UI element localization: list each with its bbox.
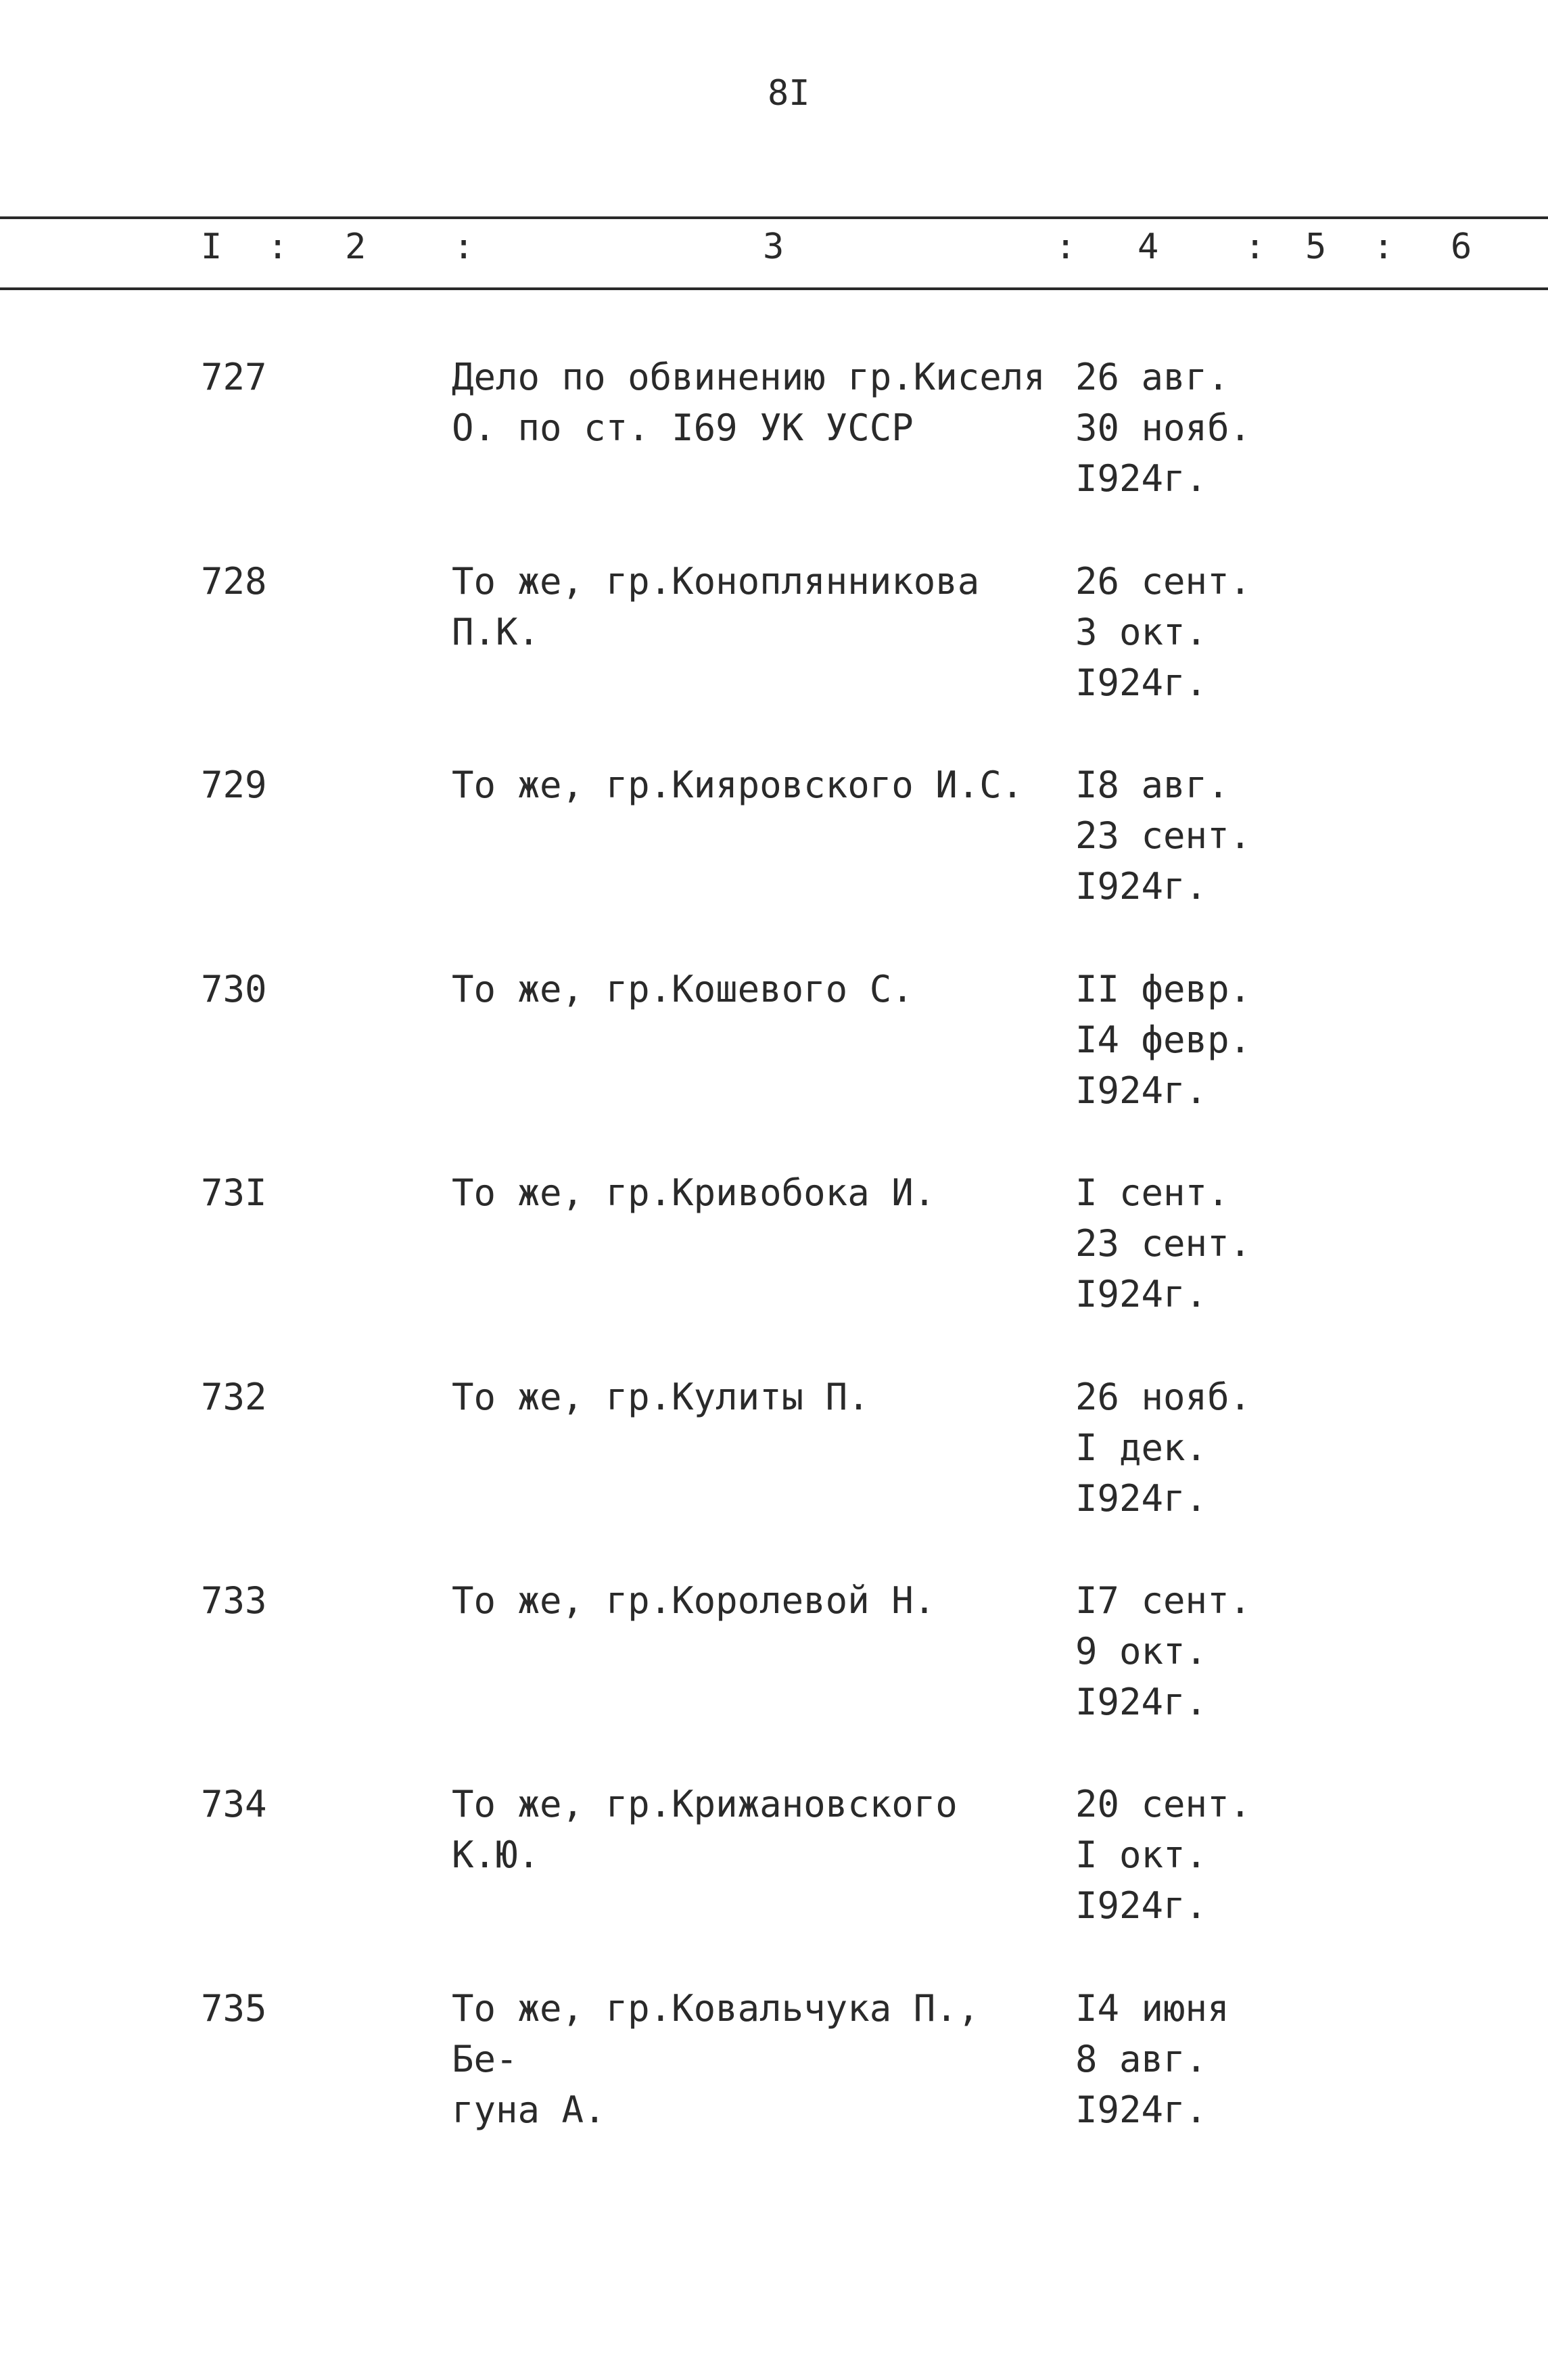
start-date: I4 июня bbox=[1075, 1987, 1229, 2030]
start-date: 26 нояб. bbox=[1075, 1376, 1252, 1418]
file-number: 728 bbox=[201, 560, 267, 603]
end-date: I дек. bbox=[1075, 1426, 1208, 1469]
year: I924г. bbox=[1075, 1681, 1208, 1723]
start-date: 26 сент. bbox=[1075, 560, 1252, 603]
year: I924г. bbox=[1075, 661, 1208, 704]
end-date: I окт. bbox=[1075, 1834, 1208, 1876]
file-title: То же, гр.Кияровского И.С. bbox=[452, 764, 1024, 806]
file-title: Дело по обвинению гр.Киселя О. по ст. I69 УК УССР bbox=[452, 356, 1046, 449]
list-item bbox=[0, 1372, 1548, 1547]
column-header-separator: : bbox=[1373, 227, 1394, 267]
file-number: 735 bbox=[201, 1987, 267, 2030]
file-number: 733 bbox=[201, 1579, 267, 1622]
end-date: 23 сент. bbox=[1075, 814, 1252, 857]
column-header-separator: : bbox=[1244, 227, 1266, 267]
list-item bbox=[0, 1575, 1548, 1751]
start-date: 26 авг. bbox=[1075, 356, 1229, 398]
year: I924г. bbox=[1075, 2089, 1208, 2131]
file-number: 727 bbox=[201, 356, 267, 398]
end-date: 23 сент. bbox=[1075, 1222, 1252, 1265]
start-date: 20 сент. bbox=[1075, 1783, 1252, 1825]
header-top-rule bbox=[0, 216, 1548, 219]
year: I924г. bbox=[1075, 457, 1208, 500]
list-item bbox=[0, 556, 1548, 732]
file-dates bbox=[1075, 1167, 1319, 1320]
file-title: То же, гр.Кулиты П. bbox=[452, 1376, 870, 1418]
end-date: I4 февр. bbox=[1075, 1019, 1252, 1061]
end-date: 8 авг. bbox=[1075, 2038, 1208, 2080]
file-number: 73I bbox=[201, 1171, 267, 1214]
file-dates bbox=[1075, 1372, 1319, 1524]
page-number: 8I bbox=[768, 73, 810, 114]
file-title: То же, гр.Крижановского К.Ю. bbox=[452, 1783, 958, 1876]
header-bottom-rule bbox=[0, 287, 1548, 290]
file-dates bbox=[1075, 1575, 1319, 1727]
start-date: I сент. bbox=[1075, 1171, 1229, 1214]
file-number: 729 bbox=[201, 764, 267, 806]
list-item bbox=[0, 1167, 1548, 1343]
file-dates bbox=[1075, 556, 1319, 708]
file-title: То же, гр.Кривобока И. bbox=[452, 1171, 936, 1214]
column-header-row bbox=[0, 223, 1548, 271]
year: I924г. bbox=[1075, 1069, 1208, 1112]
file-dates bbox=[1075, 964, 1319, 1116]
column-header-separator: : bbox=[267, 227, 289, 267]
list-item bbox=[0, 1983, 1548, 2159]
file-number: 732 bbox=[201, 1376, 267, 1418]
file-dates bbox=[1075, 1779, 1319, 1931]
list-item bbox=[0, 352, 1548, 528]
file-title: То же, гр.Королевой Н. bbox=[452, 1579, 936, 1622]
year: I924г. bbox=[1075, 1273, 1208, 1315]
start-date: II февр. bbox=[1075, 968, 1252, 1010]
file-title: То же, гр.Ковальчука П., Бе- гуна А. bbox=[452, 1987, 980, 2131]
start-date: I7 сент. bbox=[1075, 1579, 1252, 1622]
column-header-6: 6 bbox=[1451, 227, 1472, 267]
file-dates bbox=[1075, 352, 1319, 504]
column-header-2: 2 bbox=[345, 227, 367, 267]
end-date: 3 окт. bbox=[1075, 611, 1208, 653]
year: I924г. bbox=[1075, 1884, 1208, 1927]
year: I924г. bbox=[1075, 1477, 1208, 1520]
column-header-separator: : bbox=[453, 227, 475, 267]
file-title: То же, гр.Кошевого С. bbox=[452, 968, 914, 1010]
file-dates bbox=[1075, 760, 1319, 912]
file-title: То же, гр.Коноплянникова П.К. bbox=[452, 560, 980, 653]
list-item bbox=[0, 1779, 1548, 1955]
start-date: I8 авг. bbox=[1075, 764, 1229, 806]
file-number: 730 bbox=[201, 968, 267, 1010]
list-item bbox=[0, 964, 1548, 1140]
column-header-1: I bbox=[201, 227, 222, 267]
column-header-3: 3 bbox=[763, 227, 784, 267]
column-header-5: 5 bbox=[1305, 227, 1327, 267]
file-number: 734 bbox=[201, 1783, 267, 1825]
file-dates bbox=[1075, 1983, 1319, 2135]
list-item bbox=[0, 760, 1548, 935]
column-header-4: 4 bbox=[1137, 227, 1159, 267]
year: I924г. bbox=[1075, 865, 1208, 908]
column-header-separator: : bbox=[1055, 227, 1077, 267]
end-date: 30 нояб. bbox=[1075, 406, 1252, 449]
end-date: 9 окт. bbox=[1075, 1630, 1208, 1673]
